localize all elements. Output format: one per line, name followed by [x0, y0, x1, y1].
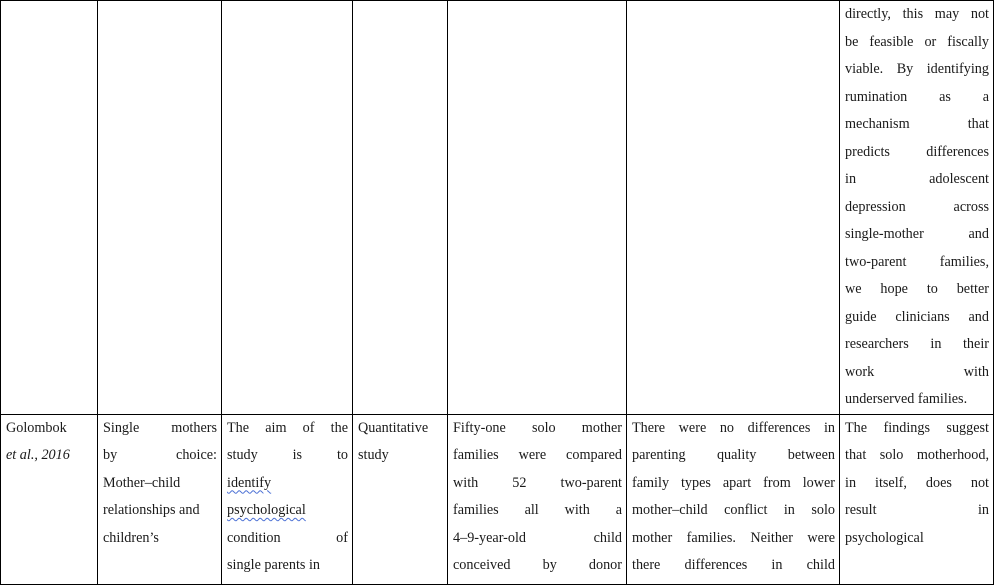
- row1-title-cell: [98, 1, 222, 415]
- text-line: Quantitative: [358, 419, 429, 436]
- text-line: viable. By identifying: [845, 61, 989, 77]
- text-line: study: [358, 447, 389, 463]
- text-line: Golombok: [6, 419, 67, 436]
- text-line: conceived by donor: [453, 557, 622, 573]
- text-line: rumination as a: [845, 88, 989, 105]
- spellcheck-word: identify: [227, 474, 272, 491]
- row1-sample-cell: [448, 1, 627, 415]
- spellcheck-word: psychological: [227, 502, 306, 518]
- text-line: with 52 two-parent: [453, 474, 622, 491]
- text-line: two-parent families,: [845, 253, 989, 270]
- text-line: directly, this may not: [845, 6, 989, 22]
- sample-cell: [448, 414, 627, 584]
- text-line: children’s: [103, 529, 159, 546]
- text-line: study is to: [227, 447, 348, 463]
- table-row: [1, 1, 994, 415]
- table-row: [1, 414, 994, 584]
- text-line: single-mother and: [845, 226, 989, 242]
- text-line: mechanism that: [845, 116, 989, 132]
- text-line: families were compared: [453, 447, 622, 463]
- text-line: by choice:: [103, 447, 217, 463]
- text-line: work with: [845, 363, 989, 380]
- text-line: psychological: [845, 529, 924, 546]
- text-line: condition of: [227, 529, 348, 546]
- text-line: [227, 497, 348, 525]
- author-cell: [1, 414, 98, 584]
- text-line: parenting quality between: [632, 447, 835, 463]
- text-line: there differences in child: [632, 557, 835, 573]
- text-line: single parents in: [227, 557, 320, 573]
- text-line: predicts differences: [845, 143, 989, 160]
- method-cell: [353, 414, 448, 584]
- text-line: There were no differences in: [632, 419, 835, 436]
- text-line: mother–child conflict in solo: [632, 502, 835, 518]
- text-line: that solo motherhood,: [845, 447, 989, 463]
- text-line: Single mothers: [103, 419, 217, 436]
- conclusion-cell: [840, 414, 994, 584]
- text-line: The aim of the: [227, 419, 348, 436]
- text-line: in itself, does not: [845, 474, 989, 491]
- title-cell: [98, 414, 222, 584]
- text-line: researchers in their: [845, 336, 989, 352]
- row1-conclusion-cell: [840, 1, 994, 415]
- text-line: in adolescent: [845, 171, 989, 187]
- text-line: be feasible or fiscally: [845, 33, 989, 50]
- aim-cell: [222, 414, 353, 584]
- text-line: we hope to better: [845, 281, 989, 297]
- text-line: underserved families.: [845, 391, 968, 407]
- text-line: relationships and: [103, 502, 200, 518]
- text-line: mother families. Neither were: [632, 529, 835, 546]
- row1-author-cell: [1, 1, 98, 415]
- text-line: et al., 2016: [6, 447, 70, 463]
- text-line: Mother–child: [103, 474, 181, 491]
- text-line: [227, 470, 348, 498]
- text-line: Fifty-one solo mother: [453, 419, 622, 436]
- text-line: family types apart from lower: [632, 474, 835, 491]
- row1-method-cell: [353, 1, 448, 415]
- text-line: result in: [845, 502, 989, 518]
- text-line: guide clinicians and: [845, 308, 989, 325]
- text-line: 4–9-year-old child: [453, 529, 622, 546]
- text-line: The findings suggest: [845, 419, 989, 436]
- text-line: families all with a: [453, 502, 622, 518]
- row1-results-cell: [627, 1, 840, 415]
- results-cell: [627, 414, 840, 584]
- row1-aim-cell: [222, 1, 353, 415]
- text-line: depression across: [845, 198, 989, 215]
